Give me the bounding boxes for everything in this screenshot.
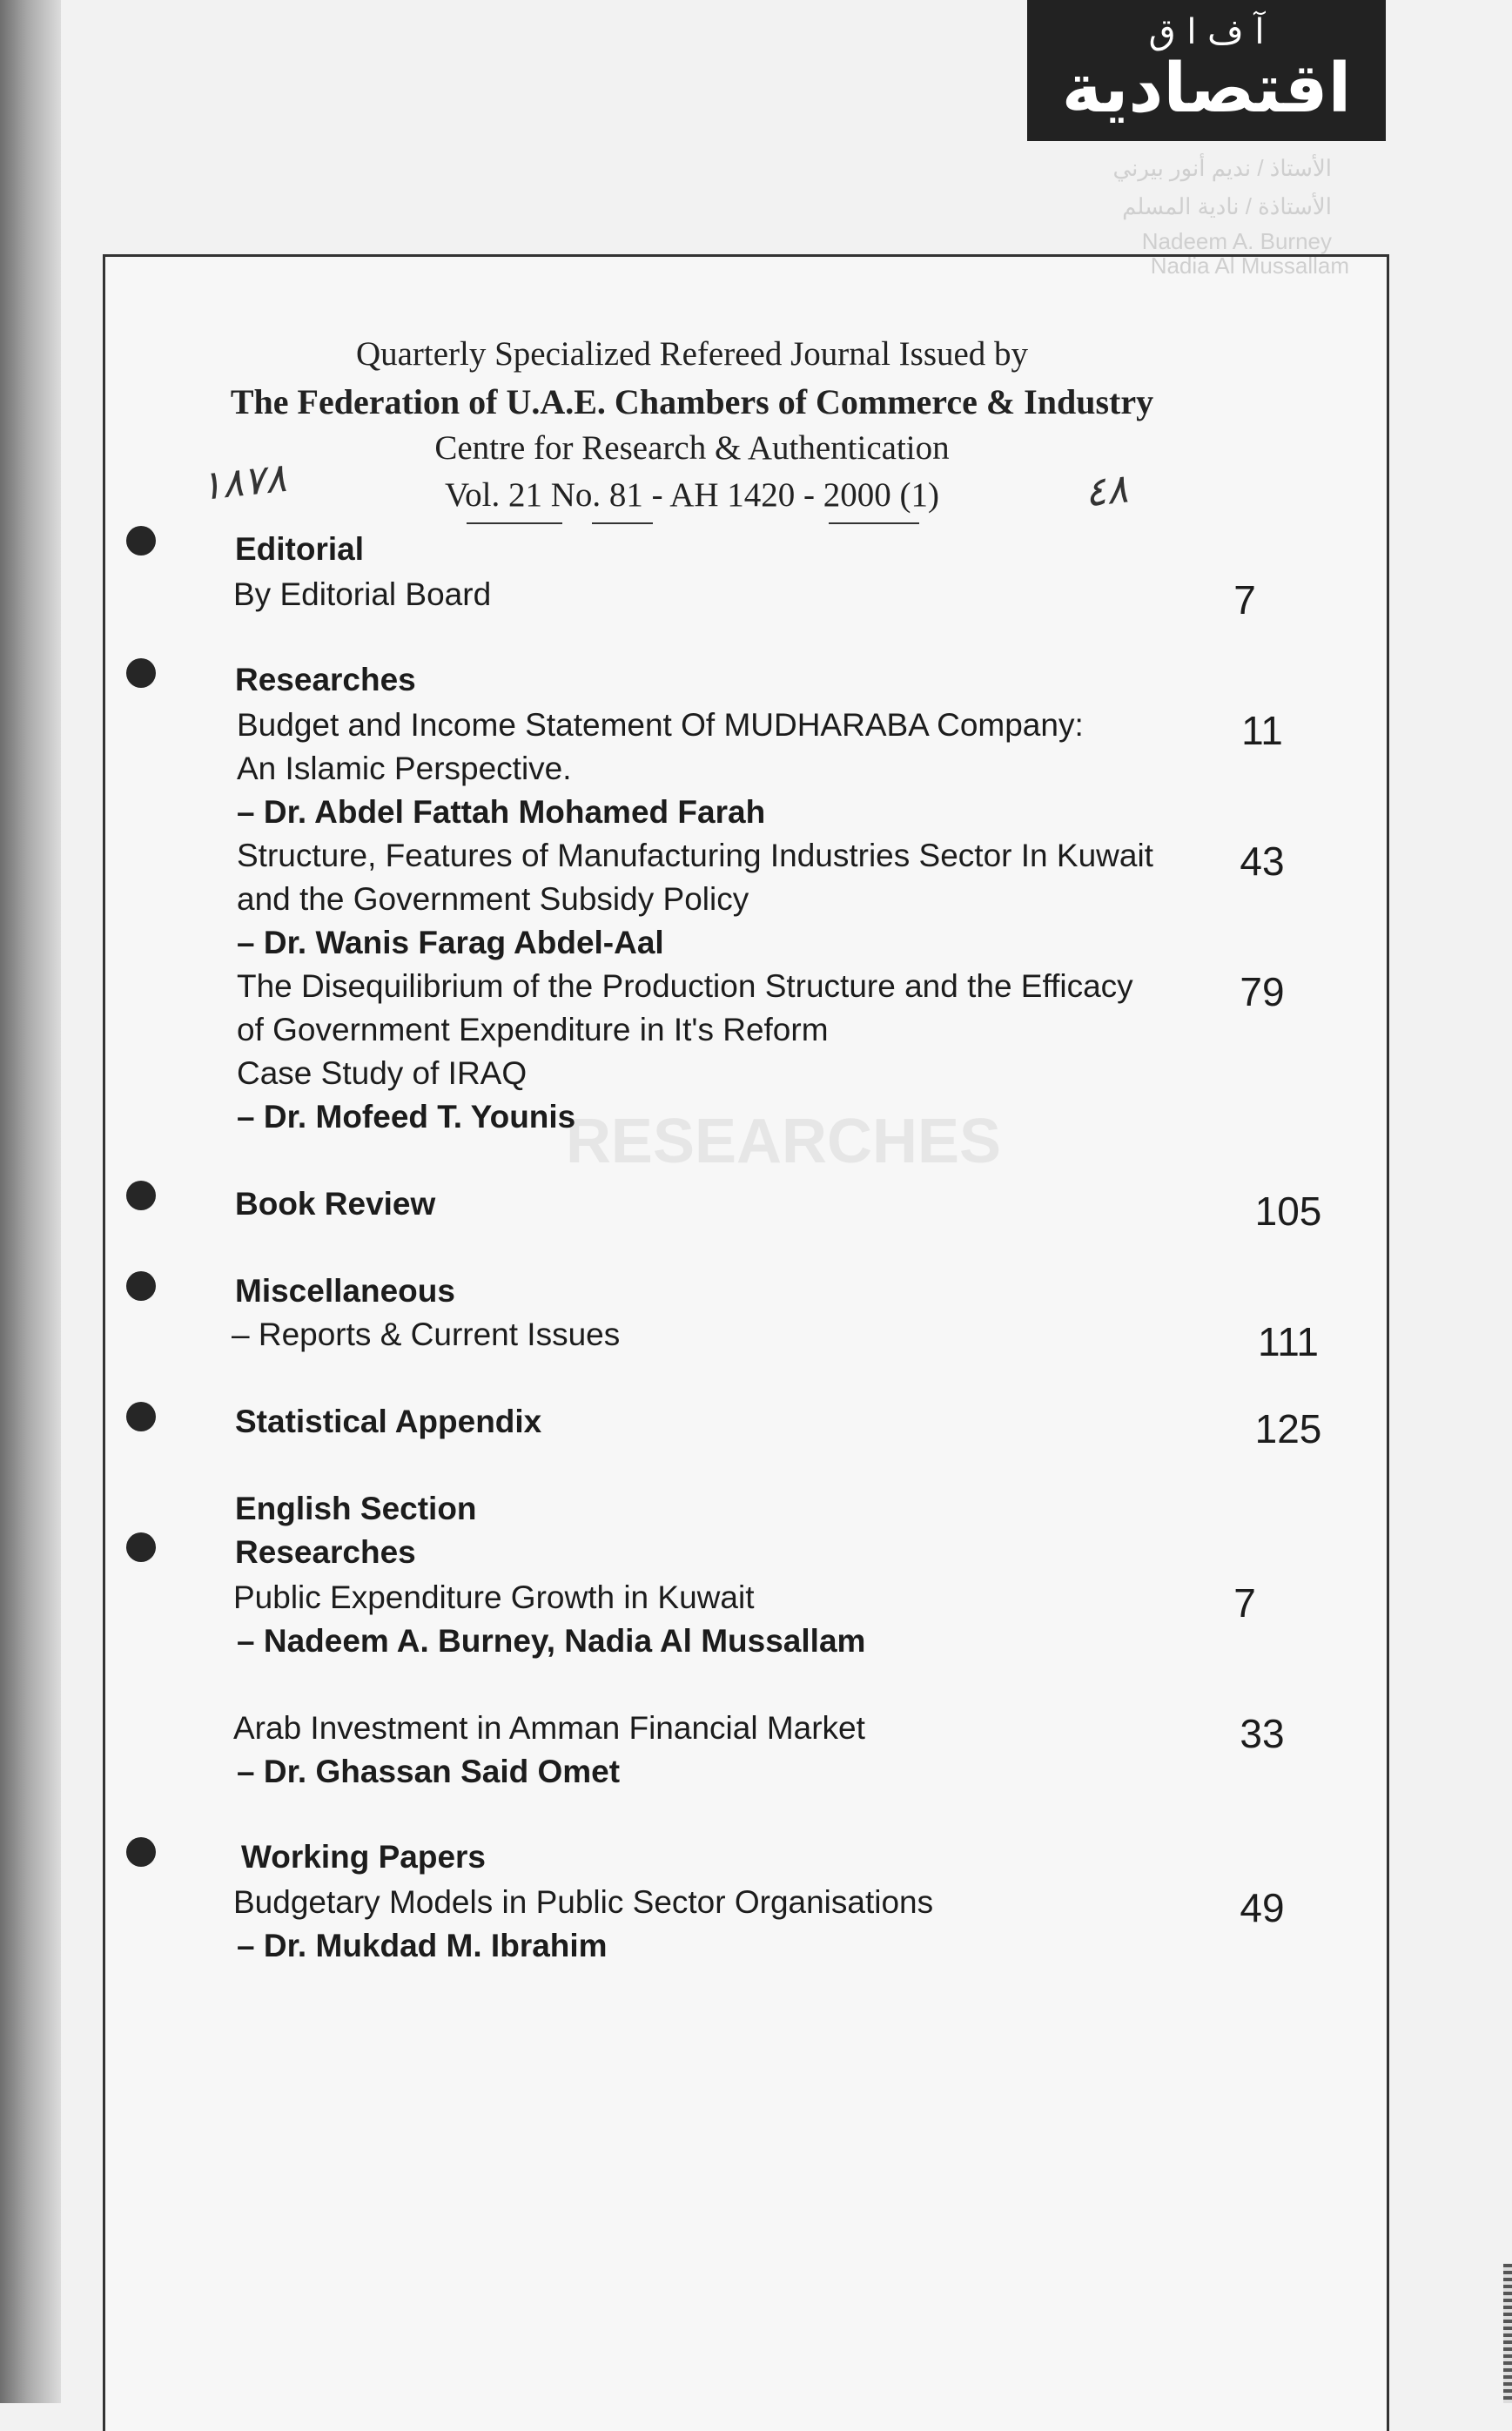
bullet-miscellaneous	[126, 1271, 156, 1301]
bullet-researches	[126, 658, 156, 688]
miscellaneous-heading: Miscellaneous	[235, 1273, 455, 1309]
logo-large-text: اقتصادية	[1061, 50, 1352, 128]
bleed-text-2: الأستاذة / نادية المسلم	[1122, 193, 1332, 219]
bleed-text-1: الأستاذ / نديم أنور بيرني	[1112, 155, 1332, 181]
bullet-english-section	[126, 1532, 156, 1562]
header-line-4: Vol. 21 No. 81 - AH 1420 - 2000 (1)	[444, 476, 939, 514]
english-research-1-author: – Nadeem A. Burney, Nadia Al Mussallam	[237, 1623, 866, 1659]
book-review-page: 105	[1254, 1189, 1322, 1234]
editorial-heading: Editorial	[235, 531, 365, 567]
research-3-title-1: The Disequilibrium of the Production Structure and the Efficacy	[237, 968, 1133, 1004]
english-research-2-author: – Dr. Ghassan Said Omet	[237, 1754, 621, 1789]
english-research-1-page: 7	[1233, 1580, 1256, 1626]
header-line-2: The Federation of U.A.E. Chambers of Commerce & Industry	[230, 382, 1154, 421]
research-1-title-2: An Islamic Perspective.	[237, 751, 572, 786]
english-research-2-page: 33	[1240, 1711, 1285, 1756]
bullet-book-review	[126, 1181, 156, 1210]
statistical-appendix-heading: Statistical Appendix	[235, 1404, 542, 1439]
english-research-2-title: Arab Investment in Amman Financial Market	[233, 1710, 865, 1746]
research-3-author: – Dr. Mofeed T. Younis	[237, 1099, 576, 1135]
working-papers-title: Budgetary Models in Public Sector Organisations	[233, 1884, 934, 1920]
research-2-page: 43	[1240, 838, 1285, 884]
bleed-text-3: Nadeem A. Burney	[1141, 228, 1332, 254]
working-papers-page: 49	[1240, 1885, 1285, 1930]
english-research-1-title: Public Expenditure Growth in Kuwait	[233, 1579, 755, 1615]
research-1-author: – Dr. Abdel Fattah Mohamed Farah	[237, 794, 766, 830]
book-review-heading: Book Review	[235, 1186, 436, 1222]
miscellaneous-page: 111	[1258, 1319, 1319, 1364]
statistical-appendix-page: 125	[1254, 1406, 1322, 1451]
working-papers-author: – Dr. Mukdad M. Ibrahim	[237, 1928, 608, 1963]
pen-underline-1	[467, 522, 562, 524]
journal-logo	[1027, 0, 1386, 141]
research-1-title-1: Budget and Income Statement Of MUDHARABA Company:	[237, 707, 1084, 743]
bullet-working-papers	[126, 1837, 156, 1867]
editorial-page: 7	[1233, 577, 1256, 623]
research-2-title-1: Structure, Features of Manufacturing Industries Sector In Kuwait	[237, 838, 1153, 873]
pen-underline-2	[592, 522, 653, 524]
research-3-page: 79	[1240, 969, 1285, 1014]
bullet-statistical-appendix	[126, 1402, 156, 1431]
research-1-page: 11	[1241, 708, 1283, 753]
editorial-line: By Editorial Board	[233, 576, 492, 612]
handwritten-number-left: ١٨٧٨	[198, 453, 289, 510]
handwritten-number-right: ٤٨	[1082, 464, 1131, 516]
english-section-heading: English Section	[235, 1491, 477, 1526]
logo-small-text: آ ف ا ق	[1148, 12, 1265, 52]
pen-underline-3	[829, 522, 919, 524]
header-line-1: Quarterly Specialized Refereed Journal Issued by	[355, 335, 1029, 373]
header-line-3: Centre for Research & Authentication	[434, 429, 950, 467]
research-3-title-2: of Government Expenditure in It's Reform	[237, 1012, 829, 1047]
researches-heading: Researches	[235, 662, 416, 697]
working-papers-heading: Working Papers	[241, 1839, 487, 1875]
page-edge-texture	[1503, 2264, 1512, 2403]
miscellaneous-line: – Reports & Current Issues	[232, 1317, 621, 1352]
research-2-title-2: and the Government Subsidy Policy	[237, 881, 749, 917]
research-2-author: – Dr. Wanis Farag Abdel-Aal	[237, 925, 664, 960]
english-researches-heading: Researches	[235, 1534, 416, 1570]
bleed-text-4: Nadia Al Mussallam	[1150, 253, 1349, 279]
watermark-text: RESEARCHES	[565, 1107, 1002, 1176]
research-3-title-3: Case Study of IRAQ	[237, 1055, 528, 1091]
bullet-editorial	[126, 526, 156, 556]
